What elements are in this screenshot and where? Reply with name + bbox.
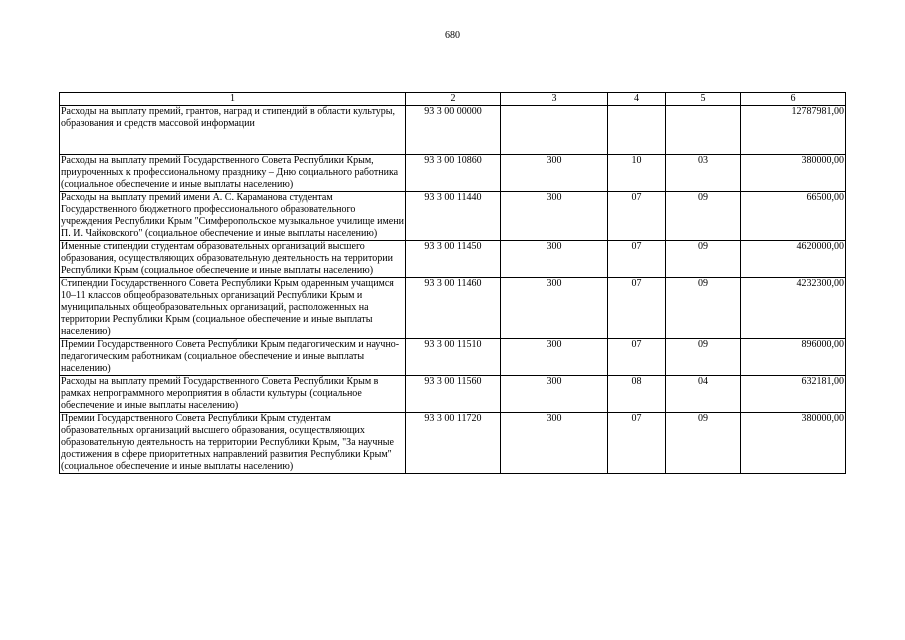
table-row — [60, 413, 846, 474]
row-code: 93 3 00 11450 — [406, 241, 501, 278]
table-row — [60, 192, 846, 241]
column-header: 1 — [60, 93, 406, 106]
column-header: 2 — [406, 93, 501, 106]
row-description: Премии Государственного Совета Республики Крым студентам образовательных организаций высшего образования, осуществляющих образовательную деятельность на территории Республики Крым, "За научные достижения в сфере приоритетных направлений развития Республики Крым" (социальное обеспечение и иные выплаты населению) — [60, 413, 406, 474]
row-type: 300 — [501, 339, 608, 376]
row-code: 93 3 00 11510 — [406, 339, 501, 376]
row-section: 07 — [608, 339, 666, 376]
row-subsection: 09 — [666, 413, 741, 474]
row-type: 300 — [501, 278, 608, 339]
row-description: Именные стипендии студентам образовательных организаций высшего образования, осуществляющих образовательную деятельность на территории Республики Крым (социальное обеспечение и иные выплаты населению) — [60, 241, 406, 278]
row-type: 300 — [501, 192, 608, 241]
row-code: 93 3 00 11440 — [406, 192, 501, 241]
row-amount: 4232300,00 — [741, 278, 846, 339]
row-amount: 12787981,00 — [741, 106, 846, 155]
row-section — [608, 106, 666, 155]
row-type: 300 — [501, 413, 608, 474]
table-row — [60, 155, 846, 192]
row-subsection — [666, 106, 741, 155]
row-section: 07 — [608, 278, 666, 339]
row-description: Расходы на выплату премий Государственного Совета Республики Крым в рамках непрограммного мероприятия в области культуры (социальное обеспечение и иные выплаты населению) — [60, 376, 406, 413]
budget-table — [59, 92, 846, 474]
row-code: 93 3 00 11720 — [406, 413, 501, 474]
row-description: Премии Государственного Совета Республики Крым педагогическим и научно-педагогическим работникам (социальное обеспечение и иные выплаты населению) — [60, 339, 406, 376]
row-description: Расходы на выплату премий, грантов, наград и стипендий в области культуры, образования и средств массовой информации — [60, 106, 406, 155]
row-amount: 896000,00 — [741, 339, 846, 376]
column-header: 6 — [741, 93, 846, 106]
table-row — [60, 376, 846, 413]
row-section: 07 — [608, 192, 666, 241]
row-type: 300 — [501, 376, 608, 413]
row-type: 300 — [501, 155, 608, 192]
row-amount: 380000,00 — [741, 155, 846, 192]
row-section: 07 — [608, 413, 666, 474]
row-code: 93 3 00 11560 — [406, 376, 501, 413]
row-subsection: 09 — [666, 241, 741, 278]
table-row — [60, 106, 846, 155]
row-code: 93 3 00 10860 — [406, 155, 501, 192]
row-subsection: 03 — [666, 155, 741, 192]
table-row — [60, 241, 846, 278]
column-header: 3 — [501, 93, 608, 106]
column-header: 5 — [666, 93, 741, 106]
row-amount: 66500,00 — [741, 192, 846, 241]
table-row — [60, 278, 846, 339]
row-section: 07 — [608, 241, 666, 278]
table-row — [60, 339, 846, 376]
row-subsection: 09 — [666, 278, 741, 339]
row-section: 10 — [608, 155, 666, 192]
row-amount: 632181,00 — [741, 376, 846, 413]
row-subsection: 04 — [666, 376, 741, 413]
row-type: 300 — [501, 241, 608, 278]
row-description: Стипендии Государственного Совета Республики Крым одаренным учащимся 10–11 классов общеобразовательных организаций Республики Крым и муниципальных общеобразовательных организаций, расположенных на территории Республики Крым (социальное обеспечение и иные выплаты населению) — [60, 278, 406, 339]
column-header: 4 — [608, 93, 666, 106]
row-description: Расходы на выплату премий имени А. С. Караманова студентам Государственного бюджетного профессионального образовательного учреждения Республики Крым "Симферопольское музыкальное училище имени П. И. Чайковского" (социальное обеспечение и иные выплаты населению) — [61, 192, 404, 239]
header-row — [60, 93, 846, 106]
row-amount: 4620000,00 — [741, 241, 846, 278]
page-number: 680 — [445, 30, 460, 41]
row-subsection: 09 — [666, 339, 741, 376]
row-subsection: 09 — [666, 192, 741, 241]
row-section: 08 — [608, 376, 666, 413]
row-type — [501, 106, 608, 155]
row-code: 93 3 00 00000 — [406, 106, 501, 155]
row-code: 93 3 00 11460 — [406, 278, 501, 339]
row-amount: 380000,00 — [741, 413, 846, 474]
row-description: Расходы на выплату премий Государственного Совета Республики Крым, приуроченных к профессиональному празднику – Дню социального работника (социальное обеспечение и иные выплаты населению) — [60, 155, 406, 192]
